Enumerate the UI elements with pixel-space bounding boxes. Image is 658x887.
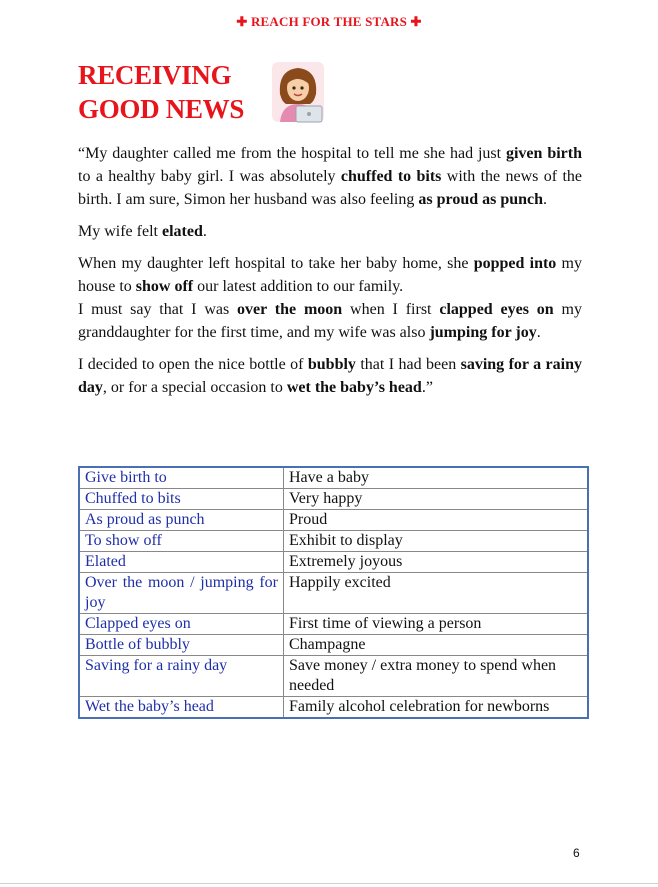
idiom-cell: Over the moon / jumping for joy [79,573,284,614]
page-bottom-divider [0,883,658,884]
meaning-cell: Save money / extra money to spend when needed [284,656,589,697]
idiom-bold: jumping for joy [429,324,537,341]
idiom-bold: popped into [473,255,557,272]
text-run: when I first [342,301,440,318]
vocabulary-table [78,466,589,719]
woman-with-laptop-icon [270,60,326,124]
idiom-bold: chuffed to bits [340,168,442,185]
text-run: “My daughter called me from the hospital to tell me she had just [78,145,506,162]
table-row [79,614,588,635]
table-row [79,552,588,573]
table-row [79,635,588,656]
page-number: 6 [573,846,580,860]
idiom-cell: Bottle of bubbly [79,635,284,656]
text-run: When my daughter left hospital to take her baby home, she [78,255,474,272]
idiom-bold: as proud as punch [418,191,544,208]
meaning-cell: Champagne [284,635,589,656]
title-line-2: GOOD NEWS [78,94,245,124]
meaning-cell: Exhibit to display [284,531,589,552]
idiom-bold: clapped eyes on [439,301,554,318]
idiom-cell: Saving for a rainy day [79,656,284,697]
paragraph-2 [78,220,582,243]
table-row [79,573,588,614]
idiom-bold: show off [135,278,194,295]
meaning-cell: Very happy [284,489,589,510]
idiom-cell: To show off [79,531,284,552]
idiom-bold: wet the baby’s head [286,379,422,396]
idiom-cell: Give birth to [79,467,284,489]
idiom-bold: given birth [505,145,582,162]
text-run: with the news of the birth. I am sure, Simon her husband was also feeling [78,168,583,208]
idiom-bold: over the moon [237,301,343,318]
paragraph-3 [78,252,582,298]
meaning-cell: First time of viewing a person [284,614,589,635]
idiom-bold: bubbly [307,356,356,373]
text-run: .” [421,379,433,396]
idiom-bold: saving for a rainy day [78,356,582,396]
paragraph-5 [78,353,582,399]
idiom-cell: As proud as punch [79,510,284,531]
idiom-cell: Chuffed to bits [79,489,284,510]
text-run: . [536,324,541,341]
table-row [79,656,588,697]
paragraph-1 [78,142,582,211]
meaning-cell: Proud [284,510,589,531]
table-row [79,697,588,719]
meaning-cell: Extremely joyous [284,552,589,573]
text-run: I decided to open the nice bottle of [78,356,308,373]
text-run: I must say that I was [78,301,238,318]
table-row [79,489,588,510]
text-run: My wife felt [78,223,162,240]
table-row [79,510,588,531]
text-run: our latest addition to our family. [193,278,404,295]
text-run: to a healthy baby girl. I was absolutely [78,168,341,185]
text-run: , or for a special occasion to [102,379,287,396]
idiom-cell: Wet the baby’s head [79,697,284,719]
title-line-1: RECEIVING [78,60,232,90]
meaning-cell: Happily excited [284,573,589,614]
table-row [79,467,588,489]
text-run: . [543,191,548,208]
page-title [78,58,244,126]
story-text [78,142,582,408]
idiom-cell: Clapped eyes on [79,614,284,635]
meaning-cell: Family alcohol celebration for newborns [284,697,589,719]
meaning-cell: Have a baby [284,467,589,489]
idiom-cell: Elated [79,552,284,573]
paragraph-4 [78,298,582,344]
text-run: my house to [78,255,582,295]
text-run: my granddaughter for the first time, and my wife was also [78,301,582,341]
text-run: . [202,223,207,240]
running-header: ✚ REACH FOR THE STARS ✚ [236,14,422,29]
table-row [79,531,588,552]
idiom-bold: elated [161,223,203,240]
text-run: that I had been [355,356,461,373]
